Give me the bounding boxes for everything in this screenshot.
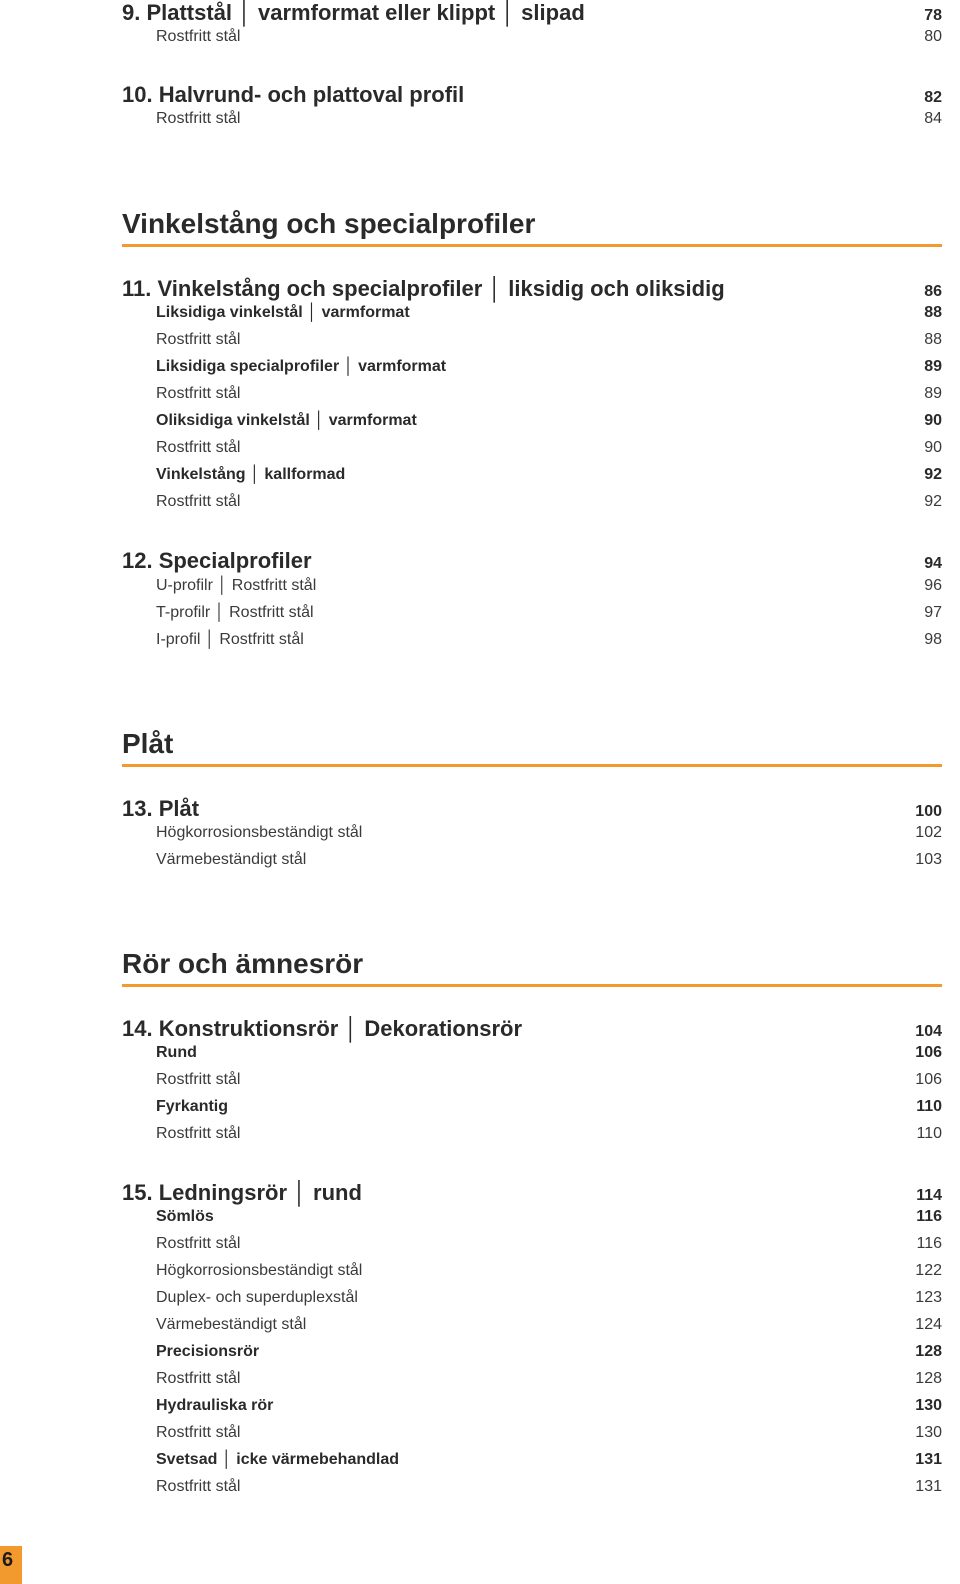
entry-page-number: 124: [915, 1316, 942, 1333]
entry-title: Fyrkantig: [156, 1098, 229, 1115]
subentry[interactable]: [122, 1098, 942, 1116]
entry-page-number: 114: [916, 1187, 942, 1204]
entry-page-number: 103: [915, 851, 942, 868]
entry-title: 14. Konstruktionsrör │ Dekorationsrör: [122, 1016, 523, 1041]
subentry[interactable]: [122, 851, 942, 869]
subentry[interactable]: [122, 110, 942, 128]
entry-page-number: 86: [924, 283, 942, 300]
entry-title: 13. Plåt: [122, 796, 200, 821]
entry-page-number: 78: [924, 7, 942, 24]
subentry[interactable]: [122, 493, 942, 511]
subentry[interactable]: [122, 331, 942, 349]
entry-title: Rostfritt stål: [156, 1235, 241, 1252]
entry-title: Rostfritt stål: [156, 28, 241, 45]
entry-title: Rostfritt stål: [156, 439, 241, 456]
entry-page-number: 130: [915, 1424, 942, 1441]
subentry[interactable]: [122, 1370, 942, 1388]
entry-page-number: 89: [924, 358, 942, 375]
chapter-entry[interactable]: [122, 1180, 942, 1206]
entry-page-number: 128: [915, 1370, 942, 1387]
entry-title: Rostfritt stål: [156, 385, 241, 402]
entry-page-number: 100: [915, 803, 942, 820]
entry-title: Rund: [156, 1044, 197, 1061]
entry-page-number: 88: [924, 304, 942, 321]
entry-title: Högkorrosionsbeständigt stål: [156, 1262, 363, 1279]
subentry[interactable]: [122, 439, 942, 457]
entry-page-number: 82: [924, 89, 942, 106]
entry-page-number: 92: [924, 493, 942, 510]
subentry[interactable]: [122, 1451, 942, 1469]
entry-page-number: 89: [924, 385, 942, 402]
entry-page-number: 110: [916, 1098, 942, 1115]
subentry[interactable]: [122, 304, 942, 322]
subentry[interactable]: [122, 1125, 942, 1143]
section-heading-text: Rör och ämnesrör: [122, 948, 364, 979]
entry-page-number: 98: [924, 631, 942, 648]
subentry[interactable]: [122, 1262, 942, 1280]
entry-page-number: 131: [915, 1451, 942, 1468]
chapter-entry[interactable]: [122, 548, 942, 574]
subentry[interactable]: [122, 1071, 942, 1089]
entry-title: 11. Vinkelstång och specialprofiler │ liksidig och oliksidig: [122, 276, 725, 301]
entry-title: Precisionsrör: [156, 1343, 260, 1360]
entry-title: 10. Halvrund- och plattoval profil: [122, 82, 465, 107]
chapter-entry[interactable]: [122, 796, 942, 822]
entry-title: Sömlös: [156, 1208, 214, 1225]
entry-page-number: 106: [915, 1044, 942, 1061]
page-number: 6: [2, 1549, 14, 1571]
entry-title: Rostfritt stål: [156, 110, 241, 127]
entry-page-number: 96: [924, 577, 942, 594]
entry-title: Högkorrosionsbeständigt stål: [156, 824, 363, 841]
entry-title: Liksidiga specialprofiler │ varmformat: [156, 358, 447, 375]
entry-title: T-profilr │ Rostfritt stål: [156, 604, 314, 621]
entry-title: I-profil │ Rostfritt stål: [156, 631, 304, 648]
entry-title: Svetsad │ icke värmebehandlad: [156, 1451, 399, 1468]
section-heading: [122, 200, 942, 247]
chapter-entry[interactable]: [122, 276, 942, 302]
entry-page-number: 84: [924, 110, 942, 127]
entry-page-number: 94: [924, 555, 942, 572]
entry-page-number: 90: [924, 412, 942, 429]
subentry[interactable]: [122, 385, 942, 403]
section-heading-text: Plåt: [122, 728, 174, 759]
entry-page-number: 131: [915, 1478, 942, 1495]
entry-title: Rostfritt stål: [156, 1478, 241, 1495]
entry-title: Värmebeständigt stål: [156, 851, 307, 868]
entry-title: Rostfritt stål: [156, 331, 241, 348]
entry-title: Rostfritt stål: [156, 1071, 241, 1088]
subentry[interactable]: [122, 28, 942, 46]
subentry[interactable]: [122, 412, 942, 430]
entry-page-number: 104: [915, 1023, 942, 1040]
subentry[interactable]: [122, 824, 942, 842]
entry-title: Rostfritt stål: [156, 1125, 241, 1142]
entry-title: U-profilr │ Rostfritt stål: [156, 577, 317, 594]
subentry[interactable]: [122, 358, 942, 376]
subentry[interactable]: [122, 466, 942, 484]
entry-page-number: 90: [924, 439, 942, 456]
subentry[interactable]: [122, 1289, 942, 1307]
subentry[interactable]: [122, 1424, 942, 1442]
entry-page-number: 80: [924, 28, 942, 45]
subentry[interactable]: [122, 1397, 942, 1415]
entry-title: Värmebeständigt stål: [156, 1316, 307, 1333]
entry-page-number: 110: [916, 1125, 942, 1142]
subentry[interactable]: [122, 631, 942, 649]
entry-page-number: 116: [916, 1208, 942, 1225]
entry-title: 12. Specialprofiler: [122, 548, 312, 573]
chapter-entry[interactable]: [122, 1016, 942, 1042]
subentry[interactable]: [122, 1044, 942, 1062]
entry-title: Oliksidiga vinkelstål │ varmformat: [156, 412, 417, 429]
subentry[interactable]: [122, 1478, 942, 1496]
entry-page-number: 106: [915, 1071, 942, 1088]
subentry[interactable]: [122, 604, 942, 622]
entry-title: Liksidiga vinkelstål │ varmformat: [156, 304, 410, 321]
subentry[interactable]: [122, 1235, 942, 1253]
entry-page-number: 97: [924, 604, 942, 621]
subentry[interactable]: [122, 577, 942, 595]
chapter-entry[interactable]: [122, 82, 942, 108]
section-heading-text: Vinkelstång och specialprofiler: [122, 208, 536, 239]
entry-page-number: 128: [915, 1343, 942, 1360]
chapter-entry[interactable]: [122, 0, 942, 26]
entry-page-number: 88: [924, 331, 942, 348]
section-heading: [122, 940, 942, 987]
entry-title: Rostfritt stål: [156, 493, 241, 510]
entry-title: Rostfritt stål: [156, 1424, 241, 1441]
entry-page-number: 130: [915, 1397, 942, 1414]
entry-title: 15. Ledningsrör │ rund: [122, 1180, 362, 1205]
subentry[interactable]: [122, 1316, 942, 1334]
entry-title: Rostfritt stål: [156, 1370, 241, 1387]
subentry[interactable]: [122, 1343, 942, 1361]
section-heading: [122, 720, 942, 767]
entry-page-number: 122: [915, 1262, 942, 1279]
entry-page-number: 102: [915, 824, 942, 841]
entry-title: Vinkelstång │ kallformad: [156, 466, 346, 483]
entry-page-number: 116: [916, 1235, 942, 1252]
subentry[interactable]: [122, 1208, 942, 1226]
entry-title: Duplex- och superduplexstål: [156, 1289, 358, 1306]
entry-title: Hydrauliska rör: [156, 1397, 274, 1414]
entry-title: 9. Plattstål │ varmformat eller klippt │ slipad: [122, 0, 585, 25]
entry-page-number: 92: [924, 466, 942, 483]
entry-page-number: 123: [915, 1289, 942, 1306]
